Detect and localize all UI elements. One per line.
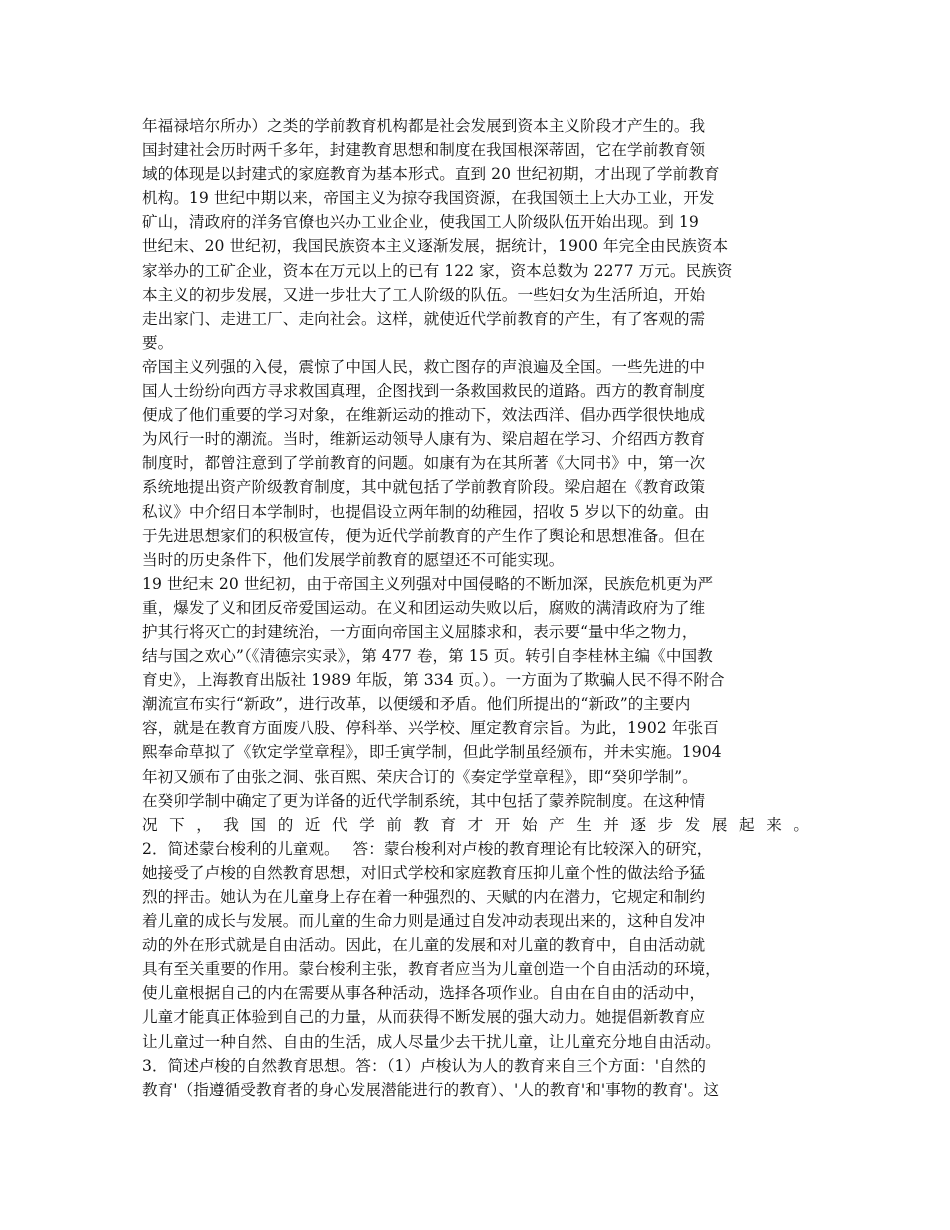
text-line: 制度时，都曾注意到了学前教育的问题。如康有为在其所著《大同书》中，第一次 — [142, 454, 706, 473]
text-line: 使儿童根据自己的内在需要从事各种活动，选择各项作业。自由在自由的活动中， — [142, 984, 706, 1003]
text-line: 烈的抨击。她认为在儿童身上存在着一种强烈的、天赋的内在潜力，它规定和制约 — [142, 888, 706, 906]
text-line: 为风行一时的潮流。当时，维新运动领导人康有为、梁启超在学习、介绍西方教育 — [142, 430, 706, 449]
text-line: 帝国主义列强的入侵，震惊了中国人民，救亡图存的声浪遍及全国。一些先进的中 — [142, 357, 706, 376]
text-line — [142, 1102, 809, 1126]
text-line: 于先进思想家们的积极宣传，便为近代学前教育的产生作了舆论和思想准备。但在 — [142, 526, 706, 545]
text-line: 便成了他们重要的学习对象，在维新运动的推动下，效法西洋、倡办西学很快地成 — [142, 406, 706, 425]
text-line: 着儿童的成长与发展。而儿童的生命力则是通过自发冲动表现出来的，这种自发冲 — [142, 912, 706, 931]
text-line: 矿山，清政府的洋务官僚也兴办工业企业，使我国工人阶级队伍开始出现。到 19 — [142, 213, 699, 232]
text-line: 年福禄培尔所办）之类的学前教育机构都是社会发展到资本主义阶段才产生的。我 — [142, 117, 706, 135]
text-line: 当时的历史条件下，他们发展学前教育的愿望还不可能实现。 — [142, 550, 565, 569]
text-line: 私议》中介绍日本学制时，也提倡设立两年制的幼稚园，招收 5 岁以下的幼童。由 — [142, 502, 710, 521]
text-line: 2．简述蒙台梭利的儿童观。 答：蒙台梭利对卢梭的教育理论有比较深入的研究， — [142, 839, 713, 858]
text-line: 护其行将灭亡的封建统治，一方面向帝国主义屈膝求和，表示要“量中华之物力， — [142, 622, 698, 641]
text-line: 国人士纷纷向西方寻求救国真理，企图找到一条救国救民的道路。西方的教育制度 — [142, 382, 706, 401]
text-line: 年初又颁布了由张之洞、张百熙、荣庆合订的《奏定学堂章程》，即“癸卯学制”。 — [142, 767, 698, 786]
text-line: 育史》，上海教育出版社 1989 年版，第 334 页。）。一方面为了欺骗人民不得不附合 — [142, 671, 725, 690]
text-line: 潮流宣布实行“新政”，进行改革，以便缓和矛盾。他们所提出的“新政”的主要内 — [142, 695, 691, 714]
body-text — [142, 114, 809, 1150]
text-line: 机构。19 世纪中期以来，帝国主义为掠夺我国资源，在我国领土上大办工业，开发 — [142, 189, 715, 208]
text-line: 家举办的工矿企业，资本在万元以上的已有 122 家，资本总数为 2277 万元。民族资 — [142, 261, 733, 280]
text-line: 世纪末、20 世纪初，我国民族资本主义逐渐发展，据统计，1900 年完全由民族资本 — [142, 237, 729, 256]
text-line — [142, 1126, 809, 1150]
text-line: 3．简述卢梭的自然教育思想。答：（1）卢梭认为人的教育来自三个方面：'自然的 — [142, 1056, 707, 1075]
text-line: 动的外在形式就是自由活动。因此，在儿童的发展和对儿童的教育中，自由活动就 — [142, 936, 706, 955]
text-line: 容，就是在教育方面废八股、停科举、兴学校、厘定教育宗旨。为此，1902 年张百 — [142, 719, 719, 738]
text-line: 域的体现是以封建式的家庭教育为基本形式。直到 20 世纪初期，才出现了学前教育 — [142, 165, 720, 184]
text-line: 在癸卯学制中确定了更为详备的近代学制系统，其中包括了蒙养院制度。在这种情 — [142, 791, 706, 810]
text-line: 儿童才能真正体验到自己的力量，从而获得不断发展的强大动力。她提倡新教育应 — [142, 1008, 706, 1027]
text-line: 熙奉命草拟了《钦定学堂章程》，即壬寅学制，但此学制虽经颁布，并未实施。1904 — [142, 743, 722, 762]
text-line: 走出家门、走进工厂、走向社会。这样，就使近代学前教育的产生，有了客观的需 — [142, 309, 706, 328]
text-line: 结与国之欢心”（《清德宗实录》，第 477 卷，第 15 页。转引自李桂林主编《中国教 — [142, 647, 713, 666]
text-line: 况下，我国的近代学前教育才开始产生并逐步发展起来。 — [142, 815, 809, 834]
text-line: 19 世纪末 20 世纪初，由于帝国主义列强对中国侵略的不断加深，民族危机更为严 — [142, 574, 714, 593]
text-line: 重，爆发了义和团反帝爱国运动。在义和团运动失败以后，腐败的满清政府为了维 — [142, 598, 706, 617]
text-line: 国封建社会历时两千多年，封建教育思想和制度在我国根深蒂固，它在学前教育领 — [142, 141, 706, 160]
text-line: 她接受了卢梭的自然教育思想，对旧式学校和家庭教育压抑儿童个性的做法给予猛 — [142, 863, 706, 882]
text-line: 具有至关重要的作用。蒙台梭利主张，教育者应当为儿童创造一个自由活动的环境， — [142, 960, 721, 979]
text-line: 要。 — [142, 333, 174, 352]
text-line: 教育'（指遵循受教育者的身心发展潜能进行的教育）、'人的教育'和'事物的教育'。这 — [142, 1080, 720, 1099]
text-line: 让儿童过一种自然、自由的生活，成人尽量少去干扰儿童，让儿童充分地自由活动。 — [142, 1032, 721, 1051]
text-line: 系统地提出资产阶级教育制度，其中就包括了学前教育阶段。梁启超在《教育政策 — [142, 478, 706, 497]
text-line: 本主义的初步发展，又进一步壮大了工人阶级的队伍。一些妇女为生活所迫，开始 — [142, 285, 706, 304]
